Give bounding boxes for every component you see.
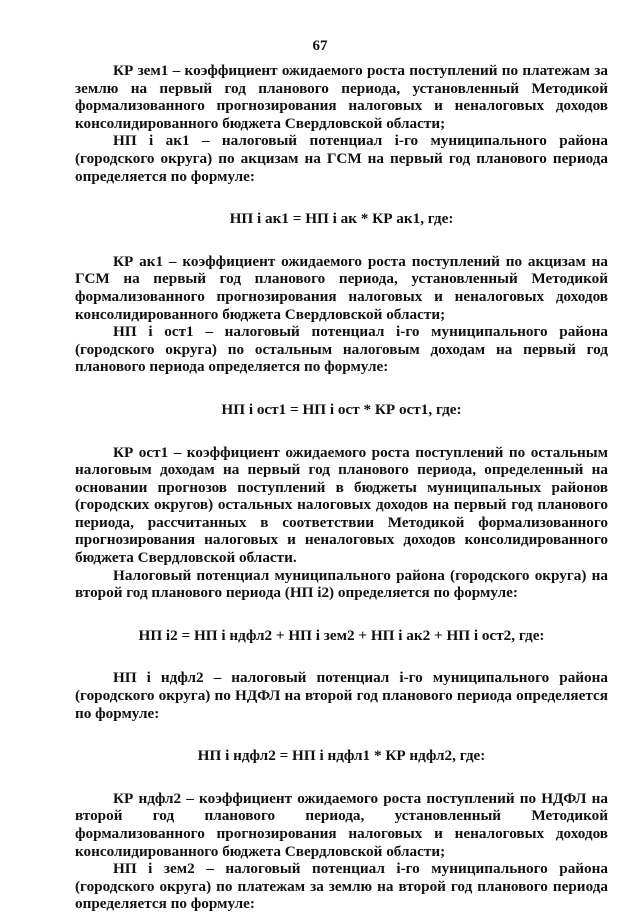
paragraph-np-zem2: НП i зем2 – налоговый потенциал i-го муниципального района (городского округа) по платежам за землю на второй год планового периода определяется по формуле: (75, 860, 608, 913)
formula-np-ndfl2: НП i ндфл2 = НП i ндфл1 * КР ндфл2, где: (197, 747, 486, 765)
paragraph-np-ndfl2: НП i ндфл2 – налоговый потенциал i-го муниципального района (городского округа) по НДФЛ на второй год планового периода определяется по формуле: (75, 669, 608, 722)
page-number: 67 (312, 38, 328, 54)
paragraph-np-ost1: НП i ост1 – налоговый потенциал i-го муниципального района (городского округа) по остальным налоговым доходам на первый год планового периода определяется по формуле: (75, 323, 608, 376)
paragraph-kr-ak1: КР ак1 – коэффициент ожидаемого роста поступлений по акцизам на ГСМ на первый год планового периода, установленный Методикой формализованного прогнозирования налоговых и неналоговых доходов консолидированного бюджета Свердловской области; (75, 252, 608, 323)
paragraph-kr-zem1: КР зем1 – коэффициент ожидаемого роста поступлений по платежам за землю на первый год планового периода, установленный Методикой формализованного прогнозирования налоговых и неналоговых доходов консолидированного бюджета Свердловской области; (75, 62, 608, 132)
paragraph-np-i2: Налоговый потенциал муниципального района (городского округа) на второй год планового периода (НП i2) определяется по формуле: (75, 566, 608, 602)
formula-np-ak1: НП i ак1 = НП i ак * КР ак1, где: (229, 210, 454, 228)
paragraph-kr-ost1: КР ост1 – коэффициент ожидаемого роста поступлений по остальным налоговым доходам на первый год планового периода, определенный на основании прогнозов поступлений в бюджеты муниципальных районов (городских округов) остальных налоговых доходов на первый год планового периода, рассчитанных в соответствии Методикой формализованного прогнозирования налоговых и неналоговых доходов консолидированного бюджета Свердловской области. (75, 443, 608, 567)
paragraph-kr-ndfl2: КР ндфл2 – коэффициент ожидаемого роста поступлений по НДФЛ на второй год планового периода, установленный Методикой формализованного прогнозирования налоговых и неналоговых доходов консолидированного бюджета Свердловской области; (75, 789, 608, 860)
formula-np-ost1: НП i ост1 = НП i ост * КР ост1, где: (221, 400, 462, 418)
paragraph-np-ak1: НП i ак1 – налоговый потенциал i-го муниципального района (городского округа) по акцизам на ГСМ на первый год планового периода определяется по формуле: (75, 132, 608, 185)
document-body (75, 62, 608, 913)
formula-np-i2: НП i2 = НП i ндфл2 + НП i зем2 + НП i ак2 + НП i ост2, где: (138, 626, 545, 644)
